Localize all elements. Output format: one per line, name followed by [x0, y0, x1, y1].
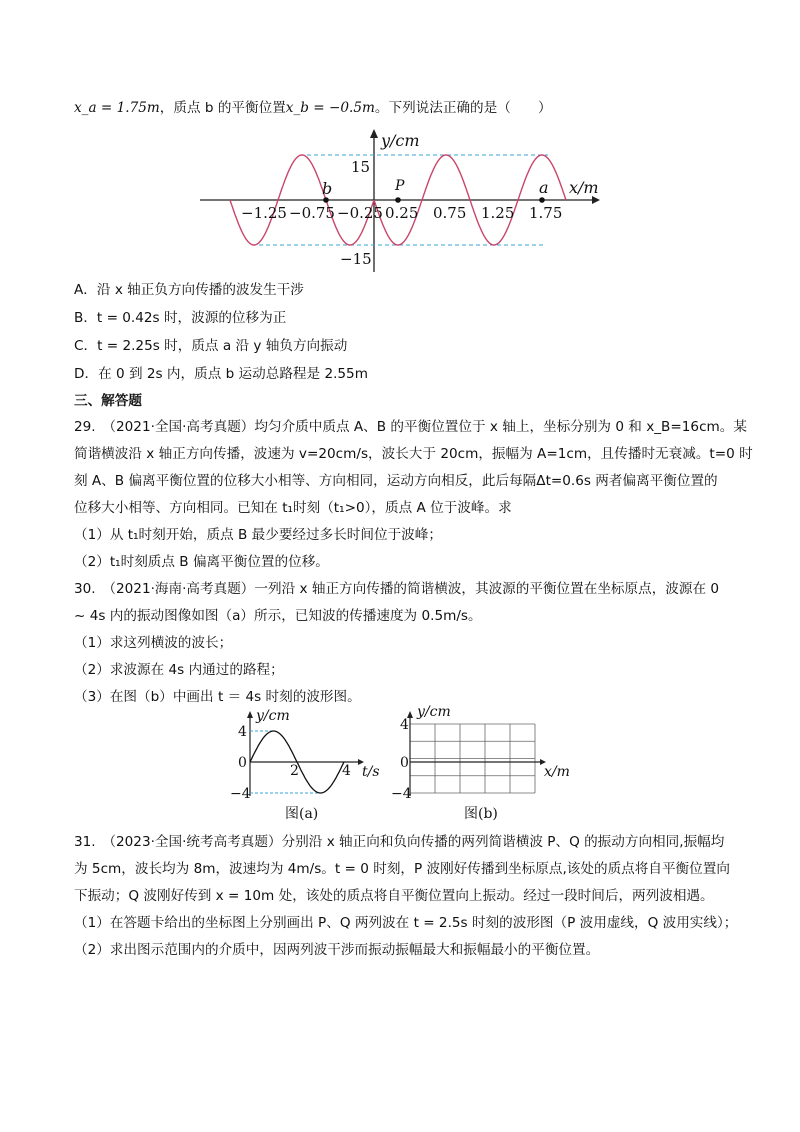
fig-b-y-pos: 4 [400, 717, 409, 733]
stem-mid: ，质点 b 的平衡位置 [159, 100, 286, 116]
point-b-label: b [322, 179, 333, 198]
option-c-text: t = 2.25s 时，质点 a 沿 y 轴负方向振动 [97, 338, 348, 354]
q30-line-2: ~ 4s 内的振动图像如图（a）所示，已知波的传播速度为 0.5m/s。 [74, 608, 482, 624]
fig-a-xlabel: t/s [362, 764, 380, 780]
q31-line-1: 31. （2023·全国·统考高考真题）分别沿 x 轴正向和负向传播的两列简谐横波 P、Q 的振动方向相同,振幅均 [74, 834, 725, 850]
x-tick-label: 0.25 [385, 204, 419, 222]
option-a-letter: A． [74, 282, 97, 298]
fig-a-y-pos: 4 [238, 724, 247, 740]
option-b-text: t = 0.42s 时，波源的位移为正 [96, 310, 287, 326]
q30-sub-1: （1）求这列横波的波长； [74, 635, 233, 651]
fig-b-grid [410, 724, 535, 793]
q29-line-4: 位移大小相等、方向相同。已知在 t₁时刻（t₁>0），质点 A 位于波峰。求 [74, 500, 512, 516]
x-tick-label: 0.75 [433, 204, 467, 222]
fig-a-caption: 图(a) [285, 806, 319, 822]
point-p-label: P [395, 178, 405, 194]
q29-line-3: 刻 A、B 偏离平衡位置的位移大小相等、方向相同，运动方向相反，此后每隔Δt=0.6s 两者偏离平衡位置的 [74, 473, 718, 489]
fig-b-caption: 图(b) [464, 806, 498, 822]
option-a-text: 沿 x 轴正负方向传播的波发生干涉 [96, 282, 304, 298]
fig-a-y-neg: −4 [230, 786, 251, 802]
x-tick-label: −0.25 [337, 204, 383, 222]
x-tick-label: 1.25 [481, 204, 515, 222]
q29-line-1: 29. （2021·全国·高考真题）均匀介质中质点 A、B 的平衡位置位于 x 轴上，坐标分别为 0 和 x_B=16cm。某 [74, 419, 747, 435]
fig-a-tick-2: 2 [290, 763, 299, 779]
xa-value: x_a = 1.75m [74, 100, 160, 116]
point-a-label: a [539, 178, 549, 197]
q30-sub-3: （3）在图（b）中画出 t ＝ 4s 时刻的波形图。 [74, 689, 361, 705]
option-c-letter: C． [74, 338, 98, 354]
q31-sub-1: （1）在答题卡给出的坐标图上分别画出 P、Q 两列波在 t = 2.5s 时刻的波形图（P 波用虚线，Q 波用实线）； [74, 915, 738, 931]
option-d-text: 在 0 到 2s 内，质点 b 运动总路程是 2.55m [98, 366, 368, 382]
x-tick-label: −0.75 [289, 204, 335, 222]
fig-b-ylabel: y/cm [417, 704, 451, 720]
section-heading: 三、解答题 [74, 393, 142, 409]
y-axis-label: y/cm [381, 131, 420, 150]
x-tick-label: 1.75 [529, 204, 563, 222]
y-tick-15: 15 [351, 158, 371, 176]
option-b-letter: B． [74, 310, 97, 326]
fig-a-y-zero: 0 [238, 755, 247, 771]
q31-line-3: 下振动；Q 波刚好传到 x = 10m 处，该处的质点将自平衡位置向上振动。经过一段时间后，两列波相遇。 [74, 888, 714, 904]
fig-a-tick-4: 4 [342, 763, 351, 779]
xb-value: x_b = −0.5m [285, 100, 375, 116]
x-axis-label: x/m [569, 178, 599, 197]
q29-sub-1: （1）从 t₁时刻开始，质点 B 最少要经过多长时间位于波峰； [74, 527, 442, 543]
option-d-letter: D． [74, 366, 99, 382]
q31-line-2: 为 5cm，波长均为 8m，波速均为 4m/s。t = 0 时刻，P 波刚好传播到坐标原点,该处的质点将自平衡位置向 [74, 861, 730, 877]
fig-b-xlabel: x/m [544, 764, 570, 780]
q29-sub-2: （2）t₁时刻质点 B 偏离平衡位置的位移。 [74, 554, 329, 570]
stem-tail: 。下列说法正确的是（ ） [374, 100, 552, 116]
q31-sub-2: （2）求出图示范围内的介质中，因两列波干涉而振动振幅最大和振幅最小的平衡位置。 [74, 942, 600, 958]
q30-line-1: 30. （2021·海南·高考真题）一列沿 x 轴正方向传播的简谐横波，其波源的平衡位置在坐标原点，波源在 0 [74, 581, 720, 597]
fig-b-y-neg: −4 [391, 786, 412, 802]
fig-a-ylabel: y/cm [256, 708, 290, 724]
y-tick-neg15: −15 [340, 250, 372, 268]
q30-sub-2: （2）求波源在 4s 内通过的路程； [74, 662, 284, 678]
x-tick-label: −1.25 [241, 204, 287, 222]
fig-b-y-zero: 0 [400, 755, 409, 771]
q29-line-2: 简谐横波沿 x 轴正方向传播，波速为 v=20cm/s，波长大于 20cm，振幅为 A=1cm，且传播时无衰减。t=0 时 [74, 446, 753, 462]
